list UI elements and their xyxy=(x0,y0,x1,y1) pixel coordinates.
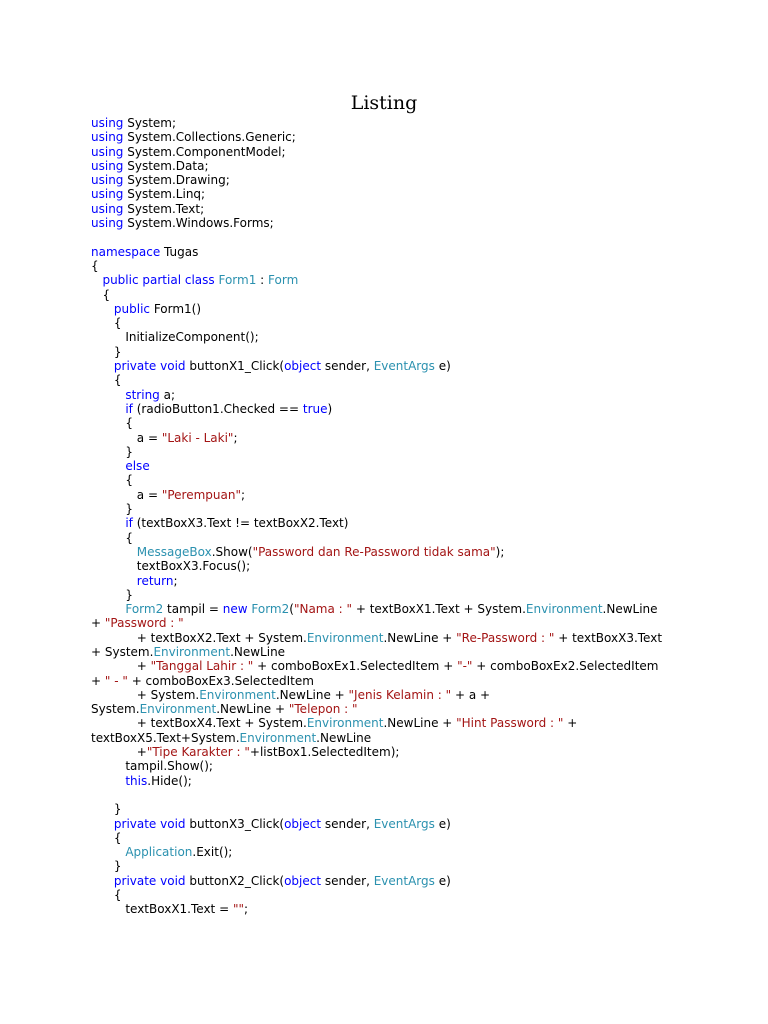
code-string: " - " xyxy=(104,673,128,688)
code-line xyxy=(91,531,691,545)
code-text: .NewLine + xyxy=(383,630,457,645)
code-text: ; xyxy=(233,430,238,445)
code-text: .Hide(); xyxy=(147,773,192,788)
document-title: Listing xyxy=(350,92,418,114)
code-text: + textBoxX1.Text + System. xyxy=(352,602,526,617)
code-text: System.Windows.Forms; xyxy=(123,216,274,231)
code-line xyxy=(91,831,691,845)
code-text xyxy=(91,359,114,373)
code-line xyxy=(91,473,691,487)
code-text: .Show( xyxy=(211,544,253,559)
code-text: } xyxy=(91,502,133,517)
code-line xyxy=(91,416,691,430)
code-line xyxy=(91,674,691,688)
code-text: ; xyxy=(173,573,178,588)
code-line xyxy=(91,388,691,402)
code-line xyxy=(91,859,691,873)
code-line xyxy=(91,459,691,473)
code-text: + comboBoxEx2.SelectedItem xyxy=(472,659,659,674)
code-keyword: using xyxy=(91,216,124,231)
code-text: System. xyxy=(91,702,140,717)
code-text xyxy=(91,817,114,831)
code-line xyxy=(91,345,691,359)
code-line xyxy=(91,659,691,673)
code-text: ); xyxy=(495,544,505,559)
code-text xyxy=(91,302,114,316)
code-text: : xyxy=(256,273,269,288)
code-text: ( xyxy=(289,602,294,617)
code-keyword: object xyxy=(284,816,322,831)
code-line xyxy=(91,502,691,516)
code-line xyxy=(91,802,691,816)
code-text: System.Drawing; xyxy=(123,173,230,188)
code-line xyxy=(91,788,691,802)
code-line xyxy=(91,902,691,916)
code-line xyxy=(91,888,691,902)
code-text: + xyxy=(91,616,105,631)
code-text: } xyxy=(91,859,122,874)
code-keyword: if xyxy=(125,516,133,531)
code-type: Environment xyxy=(306,716,384,731)
code-line xyxy=(91,159,691,173)
code-type: Environment xyxy=(525,602,603,617)
code-text: { xyxy=(91,888,122,903)
code-text: { xyxy=(91,830,122,845)
code-line xyxy=(91,373,691,387)
code-text: + xyxy=(91,745,147,760)
code-keyword: object xyxy=(284,359,322,374)
code-line xyxy=(91,602,691,616)
code-text: .NewLine + xyxy=(216,702,289,717)
code-line xyxy=(91,445,691,459)
code-line xyxy=(91,588,691,602)
code-keyword: using xyxy=(91,173,124,188)
code-text: + comboBoxEx1.SelectedItem + xyxy=(253,659,458,674)
code-text: e) xyxy=(434,816,451,831)
code-line xyxy=(91,245,691,259)
code-text: { xyxy=(91,530,133,545)
code-keyword: using xyxy=(91,187,124,202)
code-line xyxy=(91,516,691,530)
code-line xyxy=(91,302,691,316)
code-line xyxy=(91,716,691,730)
code-keyword: return xyxy=(136,573,174,588)
code-line xyxy=(91,145,691,159)
code-text: .NewLine + xyxy=(383,716,457,731)
code-keyword: if xyxy=(125,401,133,416)
code-text: System; xyxy=(123,116,177,130)
code-line xyxy=(91,230,691,244)
code-text: sender, xyxy=(321,359,374,374)
code-type: Form2 xyxy=(251,602,290,617)
code-text xyxy=(91,402,125,416)
code-text: (textBoxX3.Text != textBoxX2.Text) xyxy=(132,516,349,531)
code-text: textBoxX1.Text = xyxy=(91,902,233,917)
code-text: { xyxy=(91,316,122,331)
code-text: + xyxy=(563,716,578,731)
code-type: Environment xyxy=(153,644,231,659)
code-text: buttonX3_Click( xyxy=(185,816,285,831)
code-string: "Password dan Re-Password tidak sama" xyxy=(252,544,496,559)
code-keyword: object xyxy=(284,873,322,888)
code-text: a; xyxy=(159,387,176,402)
code-line xyxy=(91,616,691,630)
code-keyword: namespace xyxy=(91,244,161,259)
code-text: .Exit(); xyxy=(192,845,233,860)
code-keyword: using xyxy=(91,116,124,130)
code-keyword: public xyxy=(102,273,139,288)
code-listing xyxy=(91,116,691,917)
code-text: } xyxy=(91,802,122,817)
code-text: + textBoxX2.Text + System. xyxy=(91,630,307,645)
code-text: tampil = xyxy=(163,602,223,617)
code-keyword: string xyxy=(125,387,160,402)
code-text: buttonX1_Click( xyxy=(185,359,285,374)
code-type: Environment xyxy=(239,730,317,745)
code-text: textBoxX5.Text+System. xyxy=(91,730,240,745)
code-keyword: private xyxy=(113,873,157,888)
code-keyword: using xyxy=(91,201,124,216)
code-line xyxy=(91,488,691,502)
code-string: "Re-Password : " xyxy=(456,630,555,645)
code-text xyxy=(91,459,125,473)
code-line xyxy=(91,688,691,702)
code-keyword: new xyxy=(222,602,248,617)
code-text xyxy=(91,516,125,530)
code-text: tampil.Show(); xyxy=(91,759,213,774)
code-text: System.ComponentModel; xyxy=(123,144,286,159)
code-line xyxy=(91,402,691,416)
code-line xyxy=(91,316,691,330)
code-text: .NewLine xyxy=(602,602,658,617)
code-keyword: class xyxy=(184,273,215,288)
code-string: "Jenis Kelamin : " xyxy=(348,687,452,702)
code-keyword: private xyxy=(113,359,157,374)
code-text: buttonX2_Click( xyxy=(185,873,285,888)
code-text: + comboBoxEx3.SelectedItem xyxy=(127,673,314,688)
code-text: InitializeComponent(); xyxy=(91,330,259,345)
code-text: { xyxy=(91,287,111,302)
code-text: ; xyxy=(240,487,246,502)
code-line xyxy=(91,631,691,645)
code-text: System.Data; xyxy=(123,158,209,173)
code-text: System.Linq; xyxy=(123,187,206,202)
code-text xyxy=(91,845,125,859)
code-string: "Telepon : " xyxy=(288,702,358,717)
code-text: System.Text; xyxy=(123,201,205,216)
code-keyword: using xyxy=(91,130,124,145)
code-keyword: using xyxy=(91,158,124,173)
code-line xyxy=(91,202,691,216)
code-line xyxy=(91,288,691,302)
code-text: ) xyxy=(327,401,333,416)
code-text: { xyxy=(91,473,133,488)
code-text: ; xyxy=(244,902,249,917)
code-type: Environment xyxy=(199,687,276,702)
code-line xyxy=(91,173,691,187)
code-type: Environment xyxy=(306,630,384,645)
code-string: "Tipe Karakter : " xyxy=(146,745,250,760)
code-text xyxy=(91,545,137,559)
code-line xyxy=(91,845,691,859)
code-type: EventArgs xyxy=(373,873,435,888)
code-text xyxy=(91,388,125,402)
code-text: + System. xyxy=(91,687,200,702)
code-type: MessageBox xyxy=(136,544,212,559)
code-text: + xyxy=(91,659,151,674)
code-text xyxy=(91,574,137,588)
code-text xyxy=(91,874,114,888)
code-keyword: public xyxy=(113,301,150,316)
code-type: Application xyxy=(125,845,193,860)
code-type: Form2 xyxy=(125,602,164,617)
code-text xyxy=(91,273,102,287)
code-text: sender, xyxy=(321,816,374,831)
code-type: EventArgs xyxy=(373,816,435,831)
code-line xyxy=(91,574,691,588)
code-type: Form1 xyxy=(218,273,257,288)
code-line xyxy=(91,330,691,344)
code-line xyxy=(91,817,691,831)
code-text: + textBoxX3.Text xyxy=(554,630,663,645)
code-text: + System. xyxy=(91,644,154,659)
code-text: (radioButton1.Checked == xyxy=(132,401,303,416)
code-line xyxy=(91,745,691,759)
code-line xyxy=(91,431,691,445)
code-text: } xyxy=(91,587,133,602)
code-text: e) xyxy=(434,359,451,374)
code-text: e) xyxy=(434,873,451,888)
code-line xyxy=(91,116,691,130)
code-string: "Laki - Laki" xyxy=(161,430,234,445)
code-line xyxy=(91,216,691,230)
code-text: sender, xyxy=(321,873,374,888)
code-text xyxy=(91,602,125,616)
code-line xyxy=(91,359,691,373)
code-string: "" xyxy=(232,902,244,917)
code-line xyxy=(91,545,691,559)
code-string: "Nama : " xyxy=(293,602,353,617)
code-line xyxy=(91,259,691,273)
code-text: { xyxy=(91,416,133,431)
code-text xyxy=(91,774,125,788)
code-line xyxy=(91,759,691,773)
code-type: EventArgs xyxy=(373,359,435,374)
code-line xyxy=(91,130,691,144)
code-text: .NewLine xyxy=(230,644,286,659)
code-keyword: void xyxy=(160,359,186,374)
code-line xyxy=(91,702,691,716)
code-text: Form1() xyxy=(150,301,202,316)
code-keyword: else xyxy=(125,459,150,474)
code-text: } xyxy=(91,444,133,459)
code-keyword: private xyxy=(113,816,157,831)
code-text: textBoxX3.Focus(); xyxy=(91,559,251,574)
code-text: a = xyxy=(91,487,162,502)
code-text: + textBoxX4.Text + System. xyxy=(91,716,307,731)
code-line xyxy=(91,187,691,201)
code-string: "Perempuan" xyxy=(161,487,241,502)
code-string: "Hint Password : " xyxy=(456,716,564,731)
code-keyword: this xyxy=(125,773,148,788)
code-line xyxy=(91,273,691,287)
code-text: Tugas xyxy=(160,244,199,259)
code-text: a = xyxy=(91,430,162,445)
code-string: "Password : " xyxy=(104,616,184,631)
code-type: Form xyxy=(268,273,299,288)
code-line xyxy=(91,559,691,573)
code-text: .NewLine + xyxy=(275,687,349,702)
code-text: { xyxy=(91,258,99,273)
code-type: Environment xyxy=(139,702,217,717)
code-text: .NewLine xyxy=(316,730,372,745)
code-keyword: void xyxy=(160,816,186,831)
code-keyword: using xyxy=(91,144,124,159)
code-keyword: partial xyxy=(142,273,182,288)
code-line xyxy=(91,645,691,659)
code-line xyxy=(91,874,691,888)
code-text: + xyxy=(91,673,105,688)
code-text: +listBox1.SelectedItem); xyxy=(249,745,400,760)
code-keyword: void xyxy=(160,873,186,888)
code-text: System.Collections.Generic; xyxy=(123,130,296,145)
code-string: "-" xyxy=(457,659,473,674)
code-text: } xyxy=(91,344,122,359)
code-line xyxy=(91,731,691,745)
code-keyword: true xyxy=(302,401,328,416)
code-text: { xyxy=(91,373,122,388)
code-line xyxy=(91,774,691,788)
code-text: + a + xyxy=(451,687,491,702)
code-string: "Tanggal Lahir : " xyxy=(150,659,254,674)
